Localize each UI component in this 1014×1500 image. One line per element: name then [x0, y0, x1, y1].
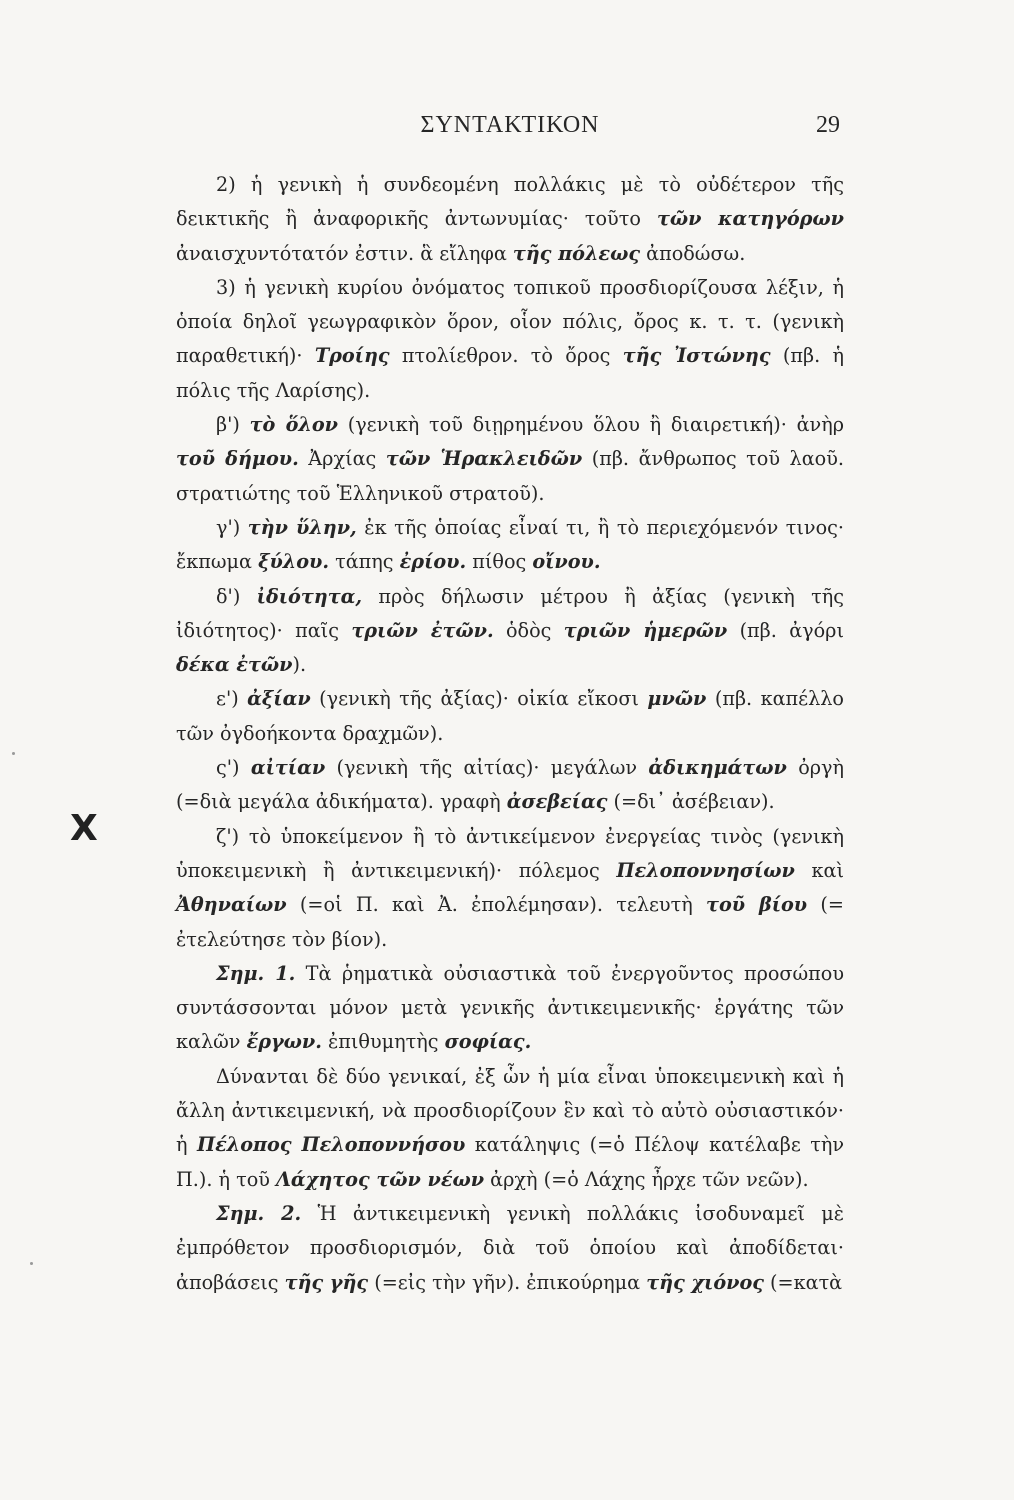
emphasized-text: ξύλου. [258, 550, 330, 574]
emphasized-text: Πελοποννησίων [616, 858, 795, 882]
text-run: γ') [216, 515, 248, 539]
emphasized-text: ἀσεβείας [506, 790, 608, 814]
emphasized-text: Σημ. 1. [216, 961, 296, 985]
paragraph [176, 1060, 844, 1197]
text-run: ἀποδώσω. [640, 241, 746, 265]
emphasized-text: ἐρίου. [399, 550, 467, 574]
emphasized-text: τὴν ὕλην, [247, 515, 357, 539]
emphasized-text: τὸ ὅλον [249, 413, 338, 437]
text-run: ἀναισχυντότατόν ἐστιν. ἃ εἴληφα [176, 241, 513, 265]
emphasized-text: τῆς πόλεως [512, 241, 641, 265]
text-run: Ἀρχίας [298, 447, 386, 471]
emphasized-text: ἀξίαν [247, 687, 311, 711]
text-run: ). [292, 653, 307, 677]
page-body [176, 168, 844, 1300]
paragraph [176, 751, 844, 820]
emphasized-text: τοῦ βίου [706, 893, 808, 917]
paragraph [176, 580, 844, 683]
text-run: (= ἐτελεύτησε τὸν βίον). [176, 893, 844, 951]
emphasized-text: Τροίης [314, 344, 390, 368]
text-run: ἐκ τῆς ὁποίας εἶναί τι, ἢ τὸ περιεχόμενόν τινος· ἔκπωμα [176, 515, 844, 574]
paragraph [176, 682, 844, 751]
text-run: Ἡ ἀντικειμενικὴ γενικὴ πολλάκις ἰσοδυναμεῖ μὲ ἐμπρόθετον προσδιορισμόν, διὰ τοῦ ὁποίου καὶ ἀποδίδεται· ἀποβάσεις [176, 1201, 844, 1294]
emphasized-text: τῆς Ἰστώνης [622, 344, 771, 368]
text-run: (πβ. ἄνθρωπος τοῦ λαοῦ. στρατιώτης τοῦ Ἑλληνικοῦ στρατοῦ). [176, 447, 844, 505]
text-run: πτολίεθρον. τὸ ὄρος [389, 344, 623, 368]
page-speck [30, 1262, 33, 1265]
emphasized-text: τῶν Ἡρακλειδῶν [385, 447, 583, 471]
text-run: (γενικὴ τῆς ἀξίας)· οἰκία εἴκοσι [310, 687, 648, 711]
page-speck [12, 752, 15, 755]
text-run: (=δι᾿ ἀσέβειαν). [607, 790, 775, 814]
page-header [180, 112, 840, 148]
emphasized-text: ἔργων. [246, 1030, 322, 1054]
text-run: (πβ. ἀγόρι [727, 618, 844, 642]
text-run: (=κατὰ [763, 1270, 843, 1294]
text-run: 3) ἡ γενικὴ κυρίου ὀνόματος τοπικοῦ προσδιορίζουσα λέξιν, ἡ ὁποία δηλοῖ γεωγραφικὸν ὅρον, οἷον πόλις, ὄρος κ. τ. τ. (γενικὴ παραθετική)· [176, 275, 844, 368]
text-run: πρὸς δήλωσιν μέτρου ἢ ἀξίας (γενικὴ τῆς ἰδιότητος)· παῖς [176, 584, 845, 642]
emphasized-text: τοῦ δήμου. [176, 447, 299, 471]
emphasized-text: Λάχητος τῶν νέων [276, 1167, 485, 1191]
paragraph [176, 168, 844, 271]
emphasized-text: Πέλοπος Πελοποννήσου [196, 1133, 466, 1157]
text-run: ζ') τὸ ὑποκείμενον ἢ τὸ ἀντικείμενον ἐνεργείας τινὸς (γενικὴ ὑποκειμενικὴ ἢ ἀντικειμενική)· πόλεμος [176, 824, 844, 882]
page-number: 29 [816, 112, 840, 138]
emphasized-text: αἰτίαν [250, 756, 326, 780]
paragraph [176, 1197, 844, 1300]
text-run: (=οἱ Π. καὶ Ἀ. ἐπολέμησαν). τελευτὴ [286, 893, 707, 917]
text-run: ἐπιθυμητὴς [321, 1030, 445, 1054]
margin-cross-mark: X [70, 808, 98, 849]
emphasized-text: ἰδιότητα, [256, 584, 363, 608]
emphasized-text: τῆς γῆς [284, 1270, 369, 1294]
text-run: κατάληψις (=ὁ Πέλοψ κατέλαβε τὴν Π.). ἡ τοῦ [176, 1133, 844, 1191]
text-run: πίθος [466, 550, 533, 574]
text-run: (πβ. ἡ πόλις τῆς Λαρίσης). [176, 344, 844, 402]
paragraph [176, 511, 844, 580]
text-run: ε') [216, 687, 248, 711]
emphasized-text: τῆς χιόνος [646, 1270, 764, 1294]
paragraph [176, 408, 844, 511]
text-run: ἀρχὴ (=ὁ Λάχης ἦρχε τῶν νεῶν). [484, 1167, 809, 1191]
paragraph [176, 957, 844, 1060]
text-run: 2) ἡ γενικὴ ἡ συνδεομένη πολλάκις μὲ τὸ οὐδέτερον τῆς δεικτικῆς ἢ ἀναφορικῆς ἀντωνυμίας· τοῦτο [176, 173, 844, 231]
emphasized-text: Σημ. 2. [216, 1201, 302, 1225]
emphasized-text: μνῶν [647, 687, 707, 711]
text-run: τάπης [329, 550, 400, 574]
emphasized-text: σοφίας. [444, 1030, 532, 1054]
text-run: Τὰ ῥηματικὰ οὐσιαστικὰ τοῦ ἐνεργοῦντος προσώπου συντάσσονται μόνον μετὰ γενικῆς ἀντικειμενικῆς· ἐργάτης τῶν καλῶν [176, 961, 845, 1054]
text-run: ὀργὴ (=διὰ μεγάλα ἀδικήματα). γραφὴ [176, 756, 844, 814]
paragraph [176, 820, 844, 957]
running-head: ΣΥΝΤΑΚΤΙΚΟΝ [420, 112, 600, 138]
text-run: καὶ [794, 858, 844, 882]
emphasized-text: Ἀθηναίων [176, 893, 287, 917]
emphasized-text: δέκα ἐτῶν [176, 653, 293, 677]
paragraph [176, 271, 844, 408]
emphasized-text: τῶν κατηγόρων [657, 207, 844, 231]
text-run: ς') [216, 756, 251, 780]
text-run: (=εἰς τὴν γῆν). ἐπικούρημα [368, 1270, 647, 1294]
emphasized-text: οἴνου. [532, 550, 601, 574]
text-run: ὁδὸς [493, 618, 564, 642]
emphasized-text: ἀδικημάτων [648, 756, 787, 780]
text-run: Δύνανται δὲ δύο γενικαί, ἐξ ὧν ἡ μία εἶναι ὑποκειμενικὴ καὶ ἡ ἄλλη ἀντικειμενική, νὰ προσδιορίζουν ἓν καὶ τὸ αὐτὸ οὐσιαστικόν· ἡ [176, 1064, 844, 1157]
text-run: (πβ. καπέλλο τῶν ὀγδοήκοντα δραχμῶν). [176, 687, 844, 745]
text-run: (γενικὴ τοῦ διῃρημένου ὅλου ἢ διαιρετική)· ἀνὴρ [337, 413, 844, 437]
text-run: (γενικὴ τῆς αἰτίας)· μεγάλων [325, 756, 649, 780]
emphasized-text: τριῶν ἡμερῶν [563, 618, 728, 642]
text-run: β') [216, 413, 250, 437]
emphasized-text: τριῶν ἐτῶν. [351, 618, 494, 642]
text-run: δ') [216, 584, 257, 608]
